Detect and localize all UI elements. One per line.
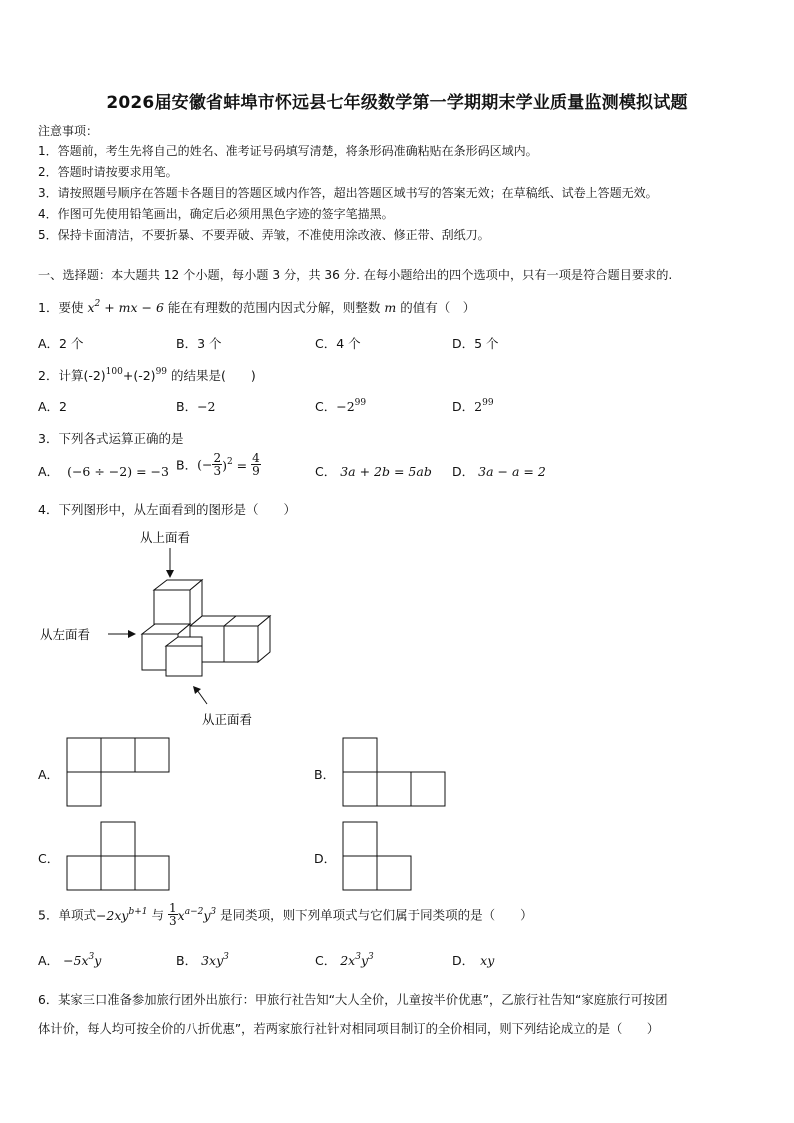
arrow-front-head — [193, 686, 201, 694]
label-left-view: 从左面看 — [40, 627, 91, 642]
isometric-cube-figure — [30, 526, 310, 731]
q1-option-b: B．3 个 — [176, 336, 222, 351]
q3-option-c: C． 3a + 2b = 5ab — [315, 464, 432, 479]
q1-option-c: C．4 个 — [315, 336, 361, 351]
question-6-line-2: 体计价，每人均可按全价的八折优惠”，若两家旅行社针对相同项目制订的全价相同，则下列结论成立的是（ ） — [38, 1022, 660, 1036]
note-item-2: 2．答题时请按要求用笔。 — [38, 165, 178, 179]
page-title: 2026届安徽省蚌埠市怀远县七年级数学第一学期期末学业质量监测模拟试题 — [106, 93, 688, 113]
q5-post: 是同类项，则下列单项式与它们属于同类项的是（ ） — [220, 907, 533, 923]
section-heading: 一、选择题：本大题共 12 个小题，每小题 3 分，共 36 分. 在每小题给出的四个选项中，只有一项是符合题目要求的. — [38, 268, 673, 282]
q4-option-c-figure — [66, 821, 170, 891]
q1-expression: $x^2$ + mx − 6 — [87, 299, 164, 315]
q1-option-a: A．2 个 — [38, 336, 84, 351]
q3-option-a: A． (−6 ÷ −2) = −3 — [38, 464, 169, 479]
q5-option-c: C． $2x^3y^3$ — [315, 952, 374, 968]
q1-mid: 能在有理数的范围内因式分解，则整数 — [167, 300, 381, 315]
question-6-line-1: 6．某家三口准备参加旅行团外出旅行：甲旅行社告知“大人全价，儿童按半价优惠”，乙旅行社告知“家庭旅行可按团 — [38, 993, 668, 1007]
q5-option-d: D． xy — [452, 953, 495, 968]
arrow-left-head — [128, 630, 136, 638]
q4-option-c-letter: C． — [38, 851, 60, 866]
question-4: 4．下列图形中，从左面看到的图形是（ ） — [38, 502, 296, 517]
q5-option-a: A． $-5x^3y$ — [38, 952, 102, 968]
arrow-front-line — [197, 690, 207, 704]
q3-option-b: B．(− $\frac{2}{3}$ )$^2$ = $\frac{4}{9}$ — [176, 451, 260, 478]
q1-option-d: D．5 个 — [452, 336, 499, 351]
q4-option-d-letter: D． — [314, 851, 337, 866]
note-item-1: 1．答题前，考生先将自己的姓名、准考证号码填写清楚，将条形码准确粘贴在条形码区域内。 — [38, 144, 538, 158]
q1-pre: 1．要使 — [38, 300, 84, 315]
q5-mid: 与 — [151, 907, 165, 923]
q2-option-b: B．−2 — [176, 399, 216, 414]
q3-option-d: D． 3a − a = 2 — [452, 464, 546, 479]
note-item-4: 4．作图可先使用铅笔画出，确定后必须用黑色字迹的签字笔描黑。 — [38, 207, 394, 221]
question-3: 3．下列各式运算正确的是 — [38, 431, 184, 446]
q5-pre: 5．单项式 — [38, 907, 96, 923]
note-item-5: 5．保持卡面清洁，不要折暴、不要弄破、弄皱，不准使用涂改液、修正带、刮纸刀。 — [38, 228, 490, 242]
q2-option-d: D．$2^{99}$ — [452, 398, 494, 414]
question-2: 2．计算$(-2)^{100}+(-2)^{99}$ 的结果是( ) — [38, 367, 256, 383]
arrow-top-head — [166, 570, 174, 578]
label-front-view: 从正面看 — [202, 712, 253, 727]
q1-var: m — [384, 300, 397, 315]
q2-option-c: C．$-2^{99}$ — [315, 398, 367, 414]
note-item-3: 3．请按照题号顺序在答题卡各题目的答题区域内作答，超出答题区域书写的答案无效；在草稿纸、试卷上答题无效。 — [38, 186, 658, 200]
q4-option-a-letter: A． — [38, 767, 60, 782]
q4-option-b-letter: B． — [314, 767, 336, 782]
q4-option-a-figure — [66, 737, 170, 807]
question-5: 5．单项式$-2xy^{b+1}$ 与 $\frac{1}{3}$ $x^{a-2}y^3$ 是同类项，则下列单项式与它们属于同类项的是（ ） — [38, 901, 533, 928]
question-1 — [38, 298, 475, 316]
q1-post: 的值有（ ） — [400, 300, 476, 315]
notes-header: 注意事项： — [38, 124, 99, 138]
cube-stack — [142, 580, 270, 676]
q2-option-a: A．2 — [38, 399, 68, 414]
q4-option-d-figure — [342, 821, 414, 891]
q5-option-b: B． $3xy^3$ — [176, 952, 229, 968]
q4-option-b-figure — [342, 737, 446, 807]
label-top-view: 从上面看 — [140, 530, 191, 545]
